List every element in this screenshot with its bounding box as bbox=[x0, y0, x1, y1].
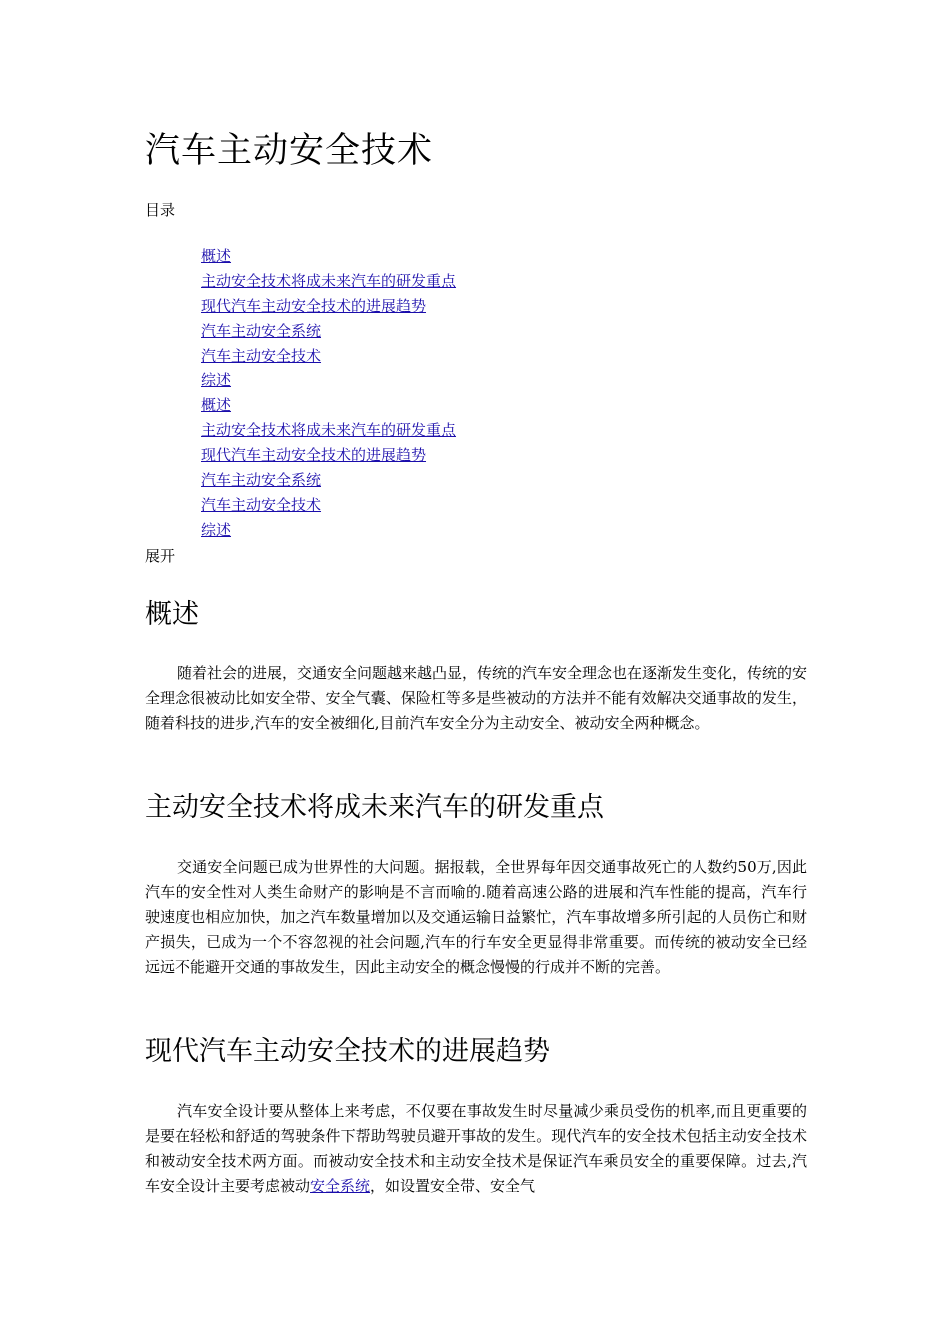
toc-link-active-safety-system[interactable]: 汽车主动安全系统 bbox=[201, 471, 322, 490]
toc-link-research-focus[interactable]: 主动安全技术将成未来汽车的研发重点 bbox=[201, 271, 457, 290]
toc-item bbox=[201, 294, 456, 319]
toc-link-overview[interactable]: 概述 bbox=[201, 247, 232, 265]
section-paragraph-overview: 随着社会的进展，交通安全问题越来越凸显，传统的汽车安全理念也在逐渐发生变化，传统的安全理念很被动比如安全带、安全气囊、保险杠等多是些被动的方法并不能有效解决交通事故的发生，随着科技的进步,汽车的安全被细化,目前汽车安全分为主动安全、被动安全两种概念。 bbox=[145, 664, 808, 732]
expand-toggle[interactable]: 展开 bbox=[145, 547, 176, 565]
section-heading-overview: 概述 bbox=[145, 599, 199, 630]
toc-link-trends[interactable]: 现代汽车主动安全技术的进展趋势 bbox=[201, 296, 427, 315]
toc-item bbox=[201, 393, 456, 418]
toc-link-research-focus[interactable]: 主动安全技术将成未来汽车的研发重点 bbox=[201, 421, 457, 440]
toc-link-active-safety-tech[interactable]: 汽车主动安全技术 bbox=[201, 495, 322, 514]
toc-link-overview[interactable]: 概述 bbox=[201, 396, 232, 415]
toc-link-summary[interactable]: 综述 bbox=[201, 520, 232, 539]
section-paragraph-research-focus: 交通安全问题已成为世界性的大问题。据报载，全世界每年因交通事故死亡的人数约50万,因此汽车的安全性对人类生命财产的影响是不言而喻的.随着高速公路的进展和汽车性能的提高，汽车行驶速度也相应加快，加之汽车数量增加以及交通运输日益繁忙，汽车事故增多所引起的人员伤亡和财产损失，已成为一个不容忽视的社会问题,汽车的行车安全更显得非常重要。而传统的被动安全已经远远不能避开交通的事故发生，因此主动安全的概念慢慢的行成并不断的完善。 bbox=[145, 858, 807, 976]
toc-link-summary[interactable]: 综述 bbox=[201, 371, 232, 390]
safety-system-link[interactable]: 安全系统 bbox=[310, 1177, 371, 1195]
paragraph-text: ，如设置安全带、安全气 bbox=[370, 1177, 536, 1195]
toc-item bbox=[201, 518, 456, 543]
page-title: 汽车主动安全技术 bbox=[145, 131, 434, 171]
section-heading-research-focus: 主动安全技术将成未来汽车的研发重点 bbox=[145, 792, 604, 823]
toc-item bbox=[201, 443, 456, 468]
toc-link-active-safety-tech[interactable]: 汽车主动安全技术 bbox=[201, 346, 322, 365]
table-of-contents bbox=[201, 244, 456, 543]
toc-item bbox=[201, 244, 456, 269]
section-paragraph-trends bbox=[145, 1099, 807, 1199]
section-heading-trends: 现代汽车主动安全技术的进展趋势 bbox=[145, 1036, 550, 1067]
toc-item bbox=[201, 418, 456, 443]
toc-link-active-safety-system[interactable]: 汽车主动安全系统 bbox=[201, 321, 322, 340]
toc-item bbox=[201, 344, 456, 369]
toc-item bbox=[201, 319, 456, 344]
toc-item bbox=[201, 368, 456, 393]
toc-item bbox=[201, 493, 456, 518]
toc-item bbox=[201, 468, 456, 493]
paragraph-text: 汽车安全设计要从整体上来考虑，不仅要在事故发生时尽量减少乘员受伤的机率,而且更重要的是要在轻松和舒适的驾驶条件下帮助驾驶员避开事故的发生。现代汽车的安全技术包括主动安全技术和被动安全技术两方面。而被动安全技术和主动安全技术是保证汽车乘员安全的重要保障。过去,汽车安全设计主要考虑被动 bbox=[145, 1102, 807, 1195]
toc-item bbox=[201, 269, 456, 294]
toc-link-trends[interactable]: 现代汽车主动安全技术的进展趋势 bbox=[201, 446, 427, 465]
toc-label: 目录 bbox=[145, 201, 176, 219]
